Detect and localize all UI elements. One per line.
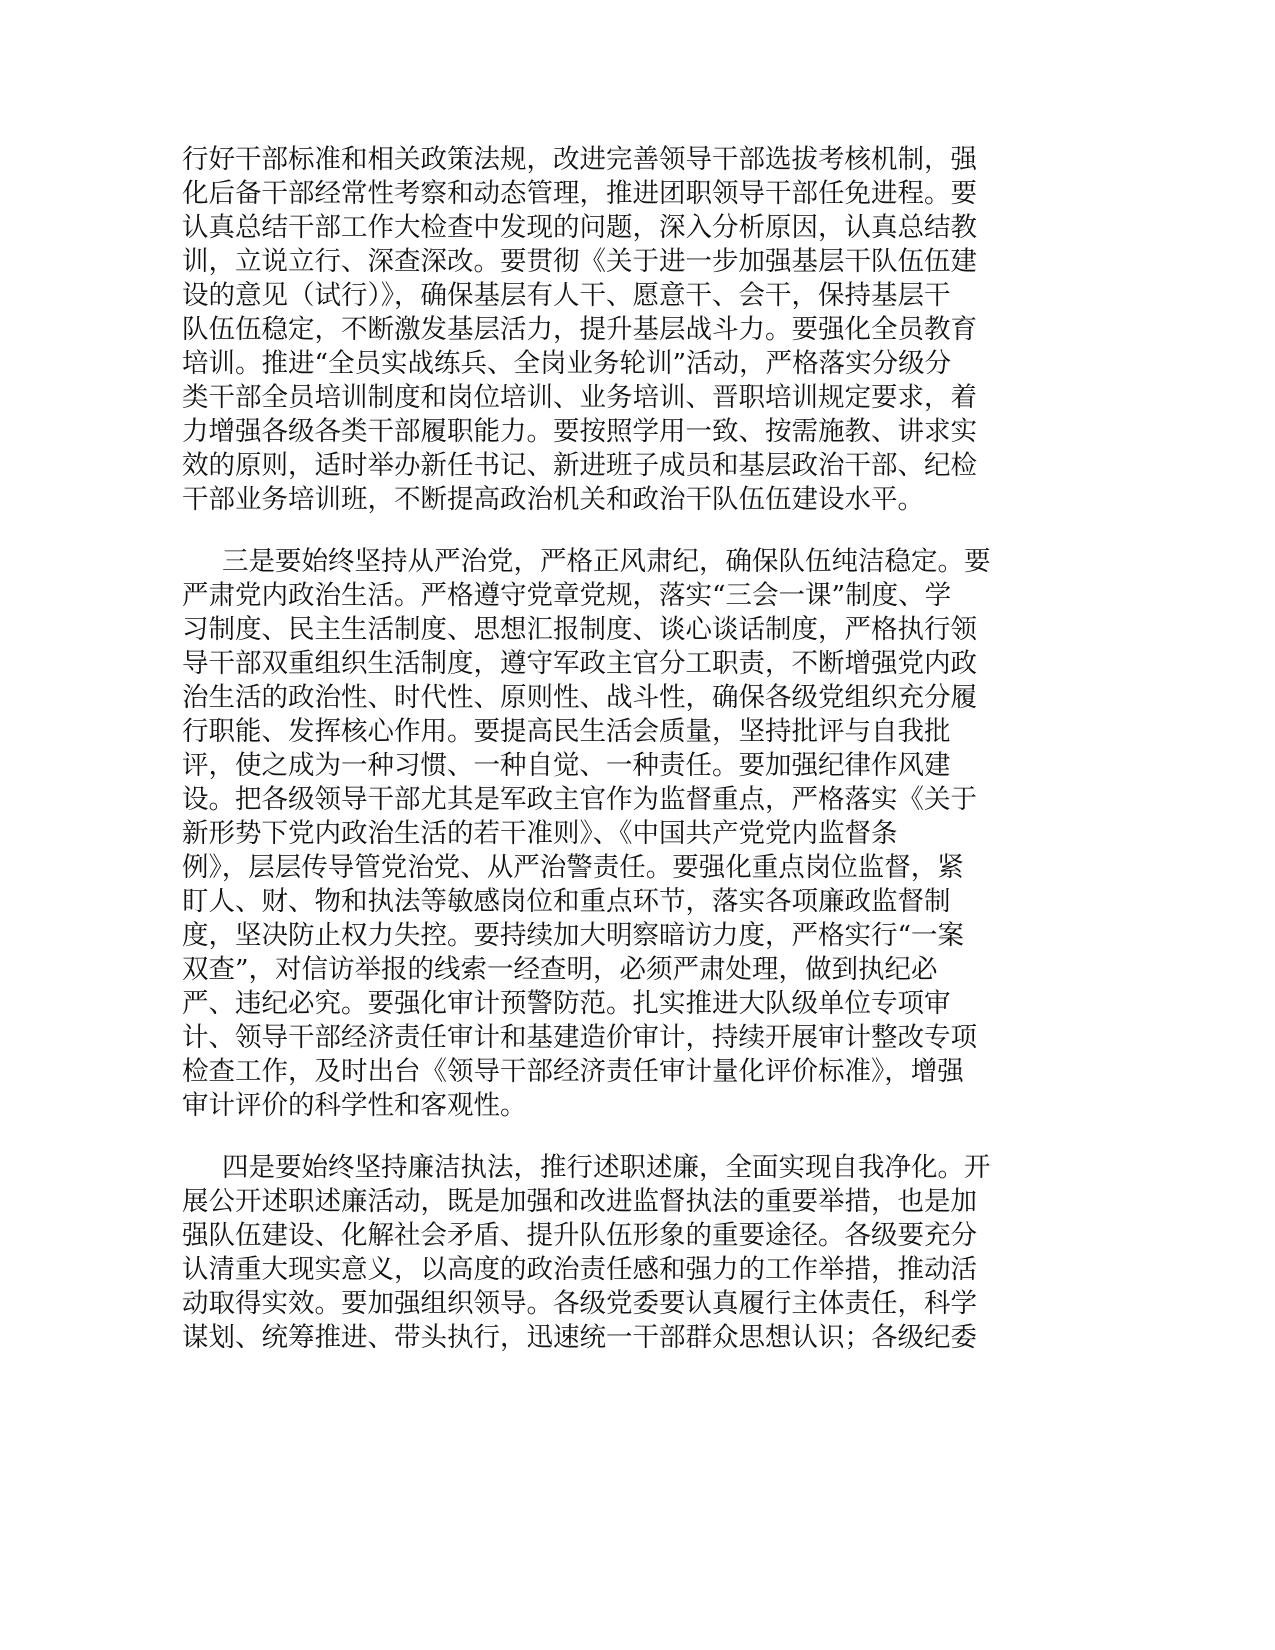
text-line: 培训。推进“全员实战练兵、全岗业务轮训”活动，严格落实分级分: [182, 348, 952, 379]
text-line: 例》，层层传导管党治党、从严治警责任。要强化重点岗位监督，紧: [182, 852, 964, 883]
text-line: 严、违纪必究。要强化审计预警防范。扎实推进大队级单位专项审: [182, 988, 951, 1019]
text-line: 认真总结干部工作大检查中发现的问题，深入分析原因，认真总结教: [182, 212, 977, 243]
text-line: 行职能、发挥核心作用。要提高民生活会质量，坚持批评与自我批: [182, 716, 951, 747]
text-line: 导干部双重组织生活制度，遵守军政主官分工职责，不断增强党内政: [182, 648, 977, 679]
text-line: 队伍伍稳定，不断激发基层活力，提升基层战斗力。要强化全员教育: [182, 314, 977, 345]
text-line: 计、领导干部经济责任审计和基建造价审计，持续开展审计整改专项: [182, 1022, 977, 1053]
text-line: 干部业务培训班，不断提高政治机关和政治干队伍伍建设水平。: [182, 484, 924, 515]
text-line: 评，使之成为一种习惯、一种自觉、一种责任。要加强纪律作风建: [182, 750, 951, 781]
text-line: 行好干部标准和相关政策法规，改进完善领导干部选拔考核机制，强: [182, 144, 977, 175]
text-line: 设的意见（试行）》，确保基层有人干、愿意干、会干，保持基层干: [182, 280, 951, 311]
text-line: 检查工作，及时出台《领导干部经济责任审计量化评价标准》，增强: [182, 1056, 964, 1087]
text-line: 设。把各级领导干部尤其是军政主官作为监督重点，严格落实《关于: [182, 784, 977, 815]
text-line: 新形势下党内政治生活的若干准则》、《中国共产党党内监督条: [182, 818, 898, 849]
text-line: 化后备干部经常性考察和动态管理，推进团职领导干部任免进程。要: [182, 178, 977, 209]
text-line: 四是要始终坚持廉洁执法，推行述职述廉，全面实现自我净化。开: [222, 1152, 991, 1183]
text-line: 谋划、统筹推进、带头执行，迅速统一干部群众思想认识；各级纪委: [182, 1322, 977, 1353]
text-line: 动取得实效。要加强组织领导。各级党委要认真履行主体责任，科学: [182, 1288, 977, 1319]
text-line: 习制度、民主生活制度、思想汇报制度、谈心谈话制度，严格执行领: [182, 614, 977, 645]
text-line: 严肃党内政治生活。严格遵守党章党规，落实“三会一课”制度、学: [182, 580, 952, 611]
text-line: 训，立说立行、深查深改。要贯彻《关于进一步加强基层干队伍伍建: [182, 246, 977, 277]
text-line: 双查”，对信访举报的线索一经查明，必须严肃处理，做到执纪必: [182, 954, 938, 985]
text-line: 力增强各级各类干部履职能力。要按照学用一致、按需施教、讲求实: [182, 416, 977, 447]
text-line: 展公开述职述廉活动，既是加强和改进监督执法的重要举措，也是加: [182, 1186, 977, 1217]
text-line: 度，坚决防止权力失控。要持续加大明察暗访力度，严格实行“一案: [182, 920, 965, 951]
text-line: 治生活的政治性、时代性、原则性、战斗性，确保各级党组织充分履: [182, 682, 977, 713]
text-line: 审计评价的科学性和客观性。: [182, 1090, 527, 1121]
text-line: 类干部全员培训制度和岗位培训、业务培训、晋职培训规定要求，着: [182, 382, 977, 413]
text-line: 盯人、财、物和执法等敏感岗位和重点环节，落实各项廉政监督制: [182, 886, 951, 917]
text-line: 认清重大现实意义，以高度的政治责任感和强力的工作举措，推动活: [182, 1254, 977, 1285]
text-line: 三是要始终坚持从严治党，严格正风肃纪，确保队伍纯洁稳定。要: [222, 546, 991, 577]
text-line: 效的原则，适时举办新任书记、新进班子成员和基层政治干部、纪检: [182, 450, 977, 481]
text-line: 强队伍建设、化解社会矛盾、提升队伍形象的重要途径。各级要充分: [182, 1220, 977, 1251]
